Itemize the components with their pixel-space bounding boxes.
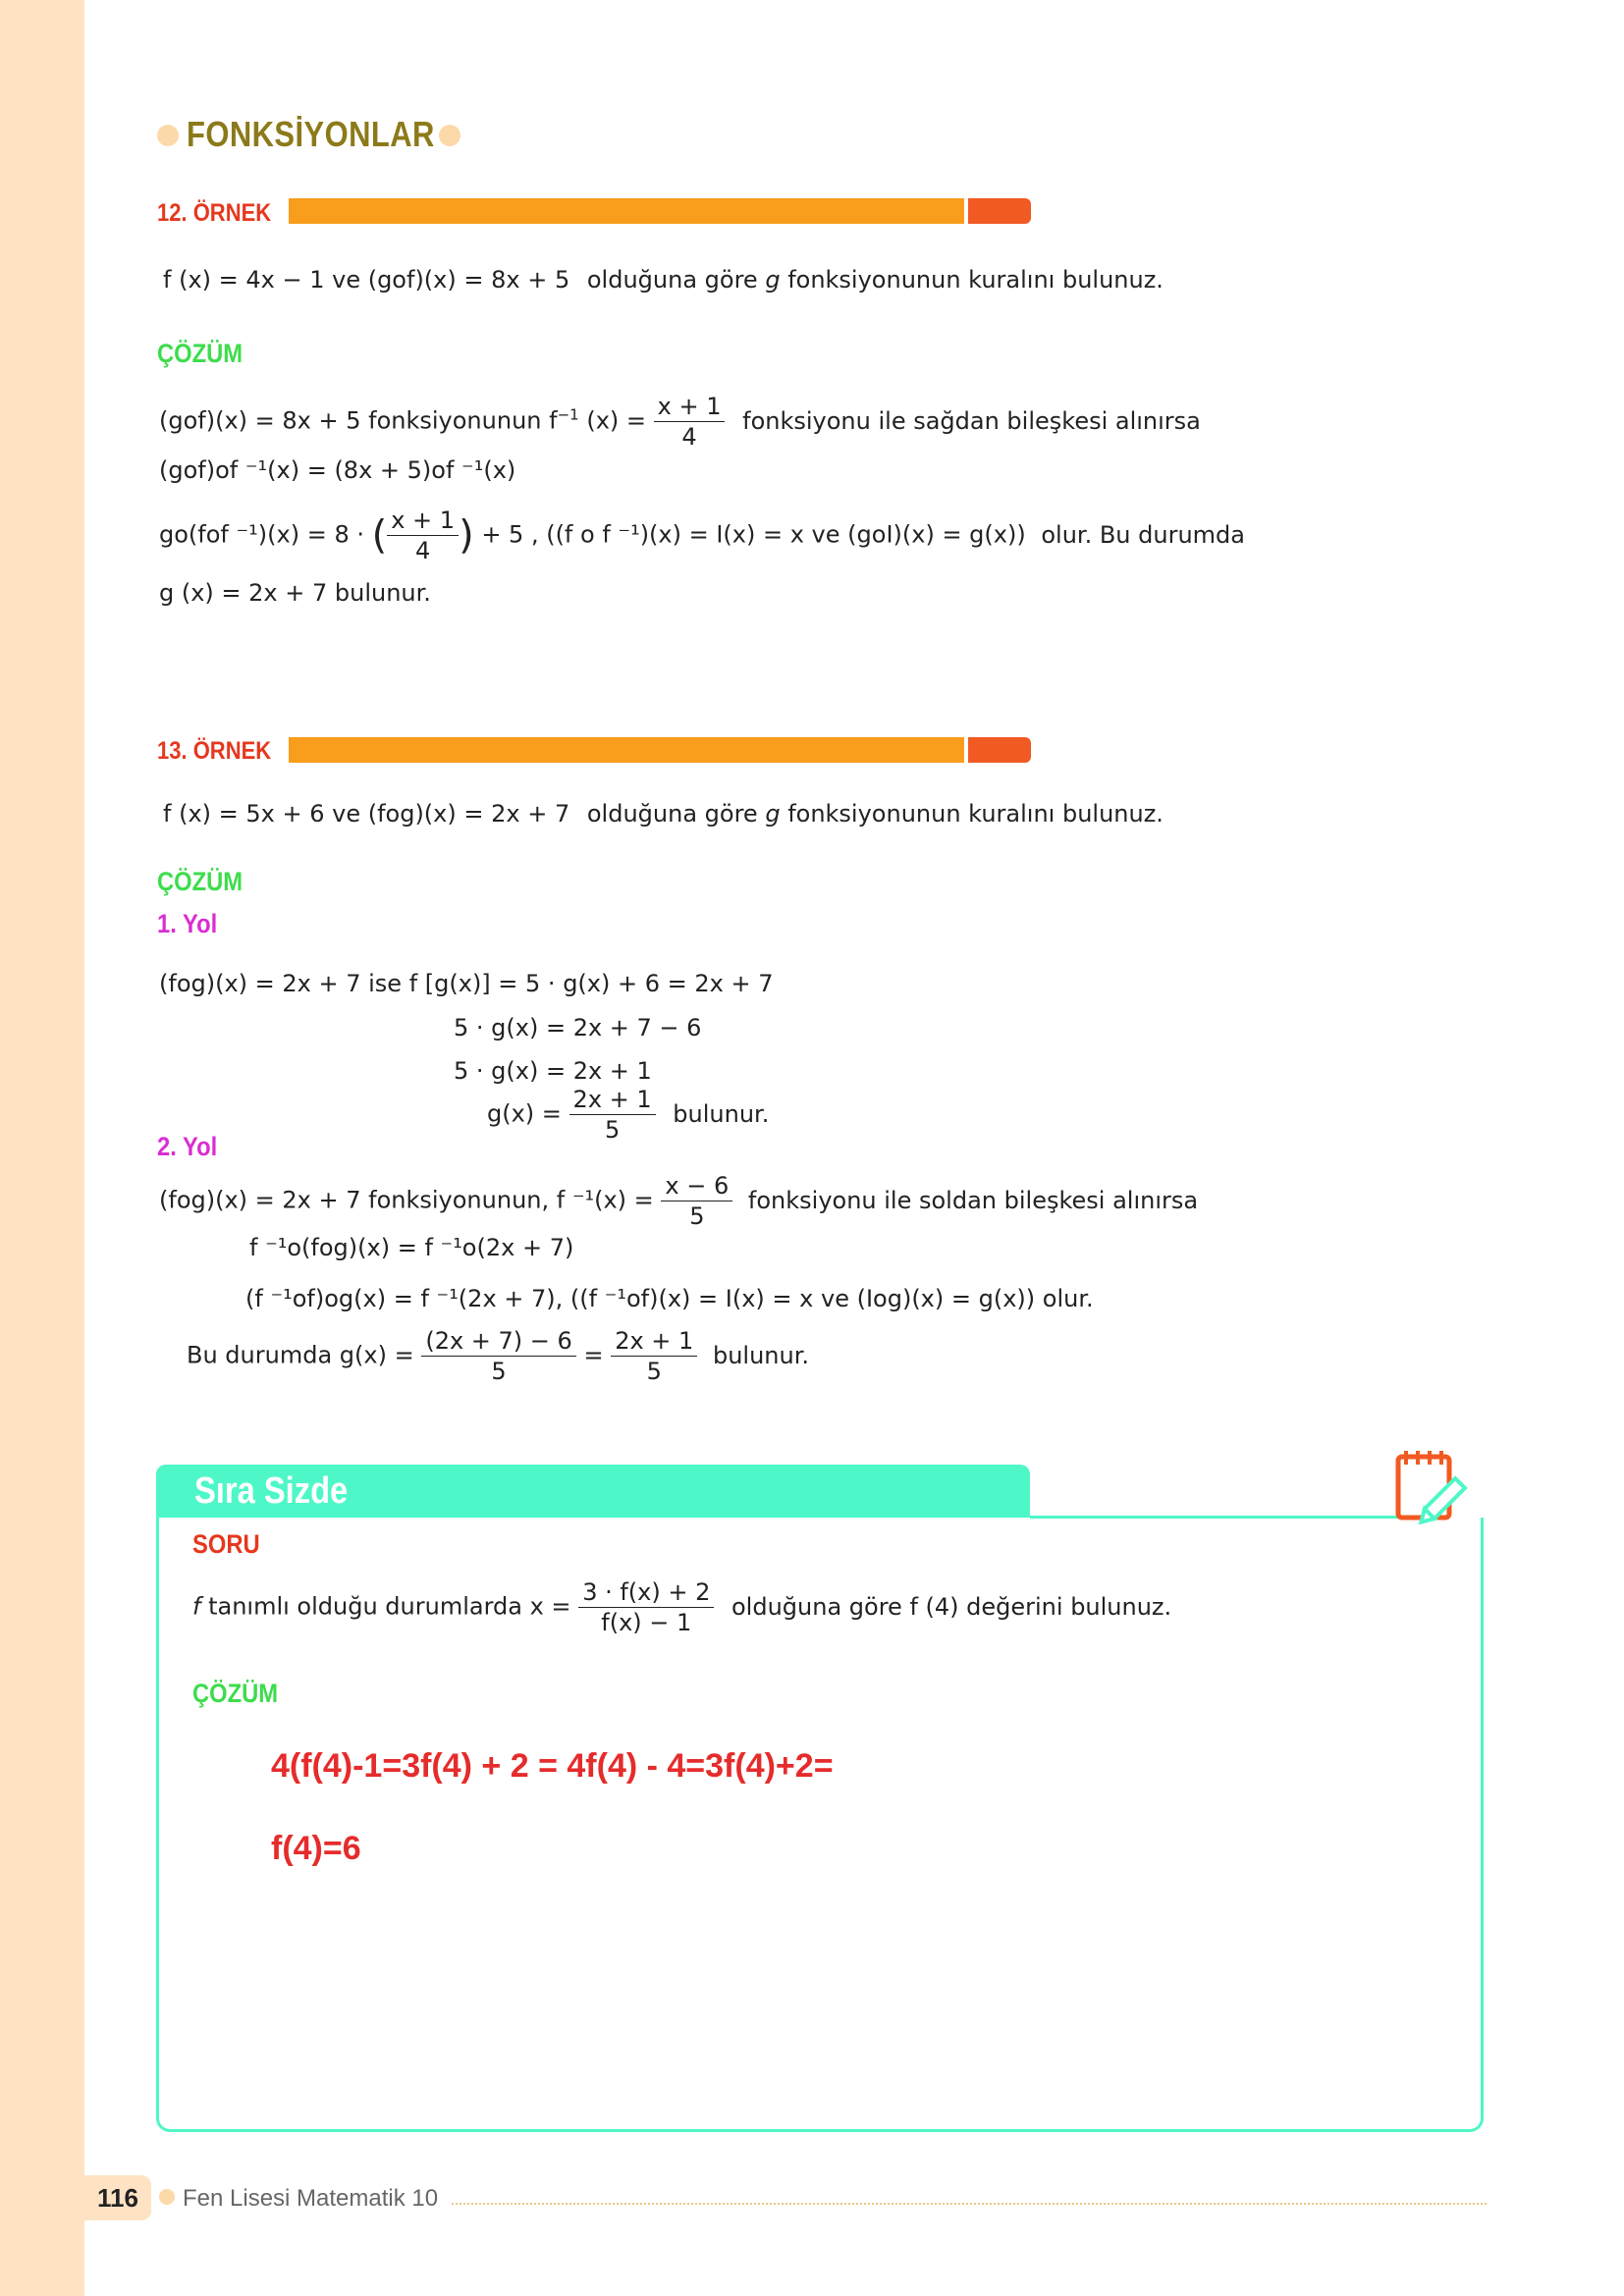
header-dot-left [157,125,179,146]
way-2-label: 2. Yol [157,1132,218,1161]
way-1-line2: 5 · g(x) = 2x + 7 − 6 [454,1014,702,1041]
way-1-line1: (fog)(x) = 2x + 7 ise f [g(x)] = 5 · g(x) + 6 = 2x + 7 [159,970,774,997]
header-dot-right [439,125,460,146]
way-1-line4: g(x) = $\frac{2x + 1}{5}$ bulunur. [487,1086,770,1144]
example-13-solution-label: ÇÖZÜM [157,867,244,896]
answer-line-1: 4(f(4)-1=3f(4) + 2 = 4f(4) - 4=3f(4)+2= [271,1747,834,1785]
answer-line-2: f(4)=6 [271,1830,361,1867]
fraction: $\frac{x - 6}{5}$ [661,1174,732,1228]
way-2-line1: (fog)(x) = 2x + 7 fonksiyonunun, f ⁻¹(x) = $\frac{x - 6}{5}$ fonksiyonu ile soldan bileşkesi alınırsa [159,1172,1199,1230]
example-12-line2: (gof)of ⁻¹(x) = (8x + 5)of ⁻¹(x) [159,456,516,484]
fraction: $\frac{3 \cdot f(x) + 2}{f(x) - 1}$ [578,1580,714,1634]
footer-dotted-line [452,2203,1487,2205]
fraction: $\frac{2x + 1}{5}$ [611,1329,697,1383]
example-12-bar [289,198,964,224]
way-2-line3: (f ⁻¹of)og(x) = f ⁻¹(2x + 7), ((f ⁻¹of)(x) = I(x) = x ve (Iog)(x) = g(x)) olur. [245,1285,1094,1312]
example-13-bar-end [968,737,1031,763]
example-12-line4: g (x) = 2x + 7 bulunur. [159,579,431,607]
example-12-line1: (gof)(x) = 8x + 5 fonksiyonunun $f^{-1}$ (x) = $\frac{x + 1}{4}$ fonksiyonu ile sağdan bileşkesi alınırsa [159,393,1201,451]
example-12-question: f (x) = 4x − 1 ve (gof)(x) = 8x + 5 olduğuna göre g fonksiyonunun kuralını bulunuz. [163,266,1164,294]
example-13-label: 13. ÖRNEK [157,737,272,765]
way-2-line4: Bu durumda g(x) = $\frac{(2x + 7) - 6}{5}$ = $\frac{2x + 1}{5}$ bulunur. [187,1327,809,1385]
fraction: $\frac{x + 1}{4}$ [387,508,459,562]
example-13-question: f (x) = 5x + 6 ve (fog)(x) = 2x + 7 olduğuna göre g fonksiyonunun kuralını bulunuz. [163,800,1164,828]
way-1-label: 1. Yol [157,909,218,938]
example-12-line3: go(fof ⁻¹)(x) = 8 · ( $\frac{x + 1}{4}$ ) + 5 , ((f o f ⁻¹)(x) = I(x) = x ve (goI)(x) = g(x)) olur. Bu durumda [159,507,1245,564]
book-title: Fen Lisesi Matematik 10 [183,2185,439,2212]
sira-sizde-question: f tanımlı olduğu durumlarda x = $\frac{3 \cdot f(x) + 2}{f(x) - 1}$ olduğuna göre f (4) değerini bulunuz. [192,1578,1172,1636]
example-12-bar-end [968,198,1031,224]
page-title: FONKSİYONLAR [187,114,435,154]
left-margin-strip [0,0,84,2296]
example-13-bar [289,737,964,763]
fraction: $\frac{x + 1}{4}$ [654,395,726,449]
fraction: $\frac{2x + 1}{5}$ [569,1088,656,1142]
notepad-pencil-icon [1394,1451,1473,1529]
page-number: 116 [84,2175,151,2220]
question-label: SORU [192,1529,260,1559]
fraction: $\frac{(2x + 7) - 6}{5}$ [421,1329,575,1383]
footer-dot [159,2189,175,2205]
way-1-line3: 5 · g(x) = 2x + 1 [454,1057,652,1085]
example-12-solution-label: ÇÖZÜM [157,339,244,368]
sira-sizde-solution-label: ÇÖZÜM [192,1679,279,1708]
way-2-line2: f ⁻¹o(fog)(x) = f ⁻¹o(2x + 7) [249,1234,574,1261]
sira-sizde-title: Sıra Sizde [194,1470,349,1512]
example-12-label: 12. ÖRNEK [157,199,272,227]
